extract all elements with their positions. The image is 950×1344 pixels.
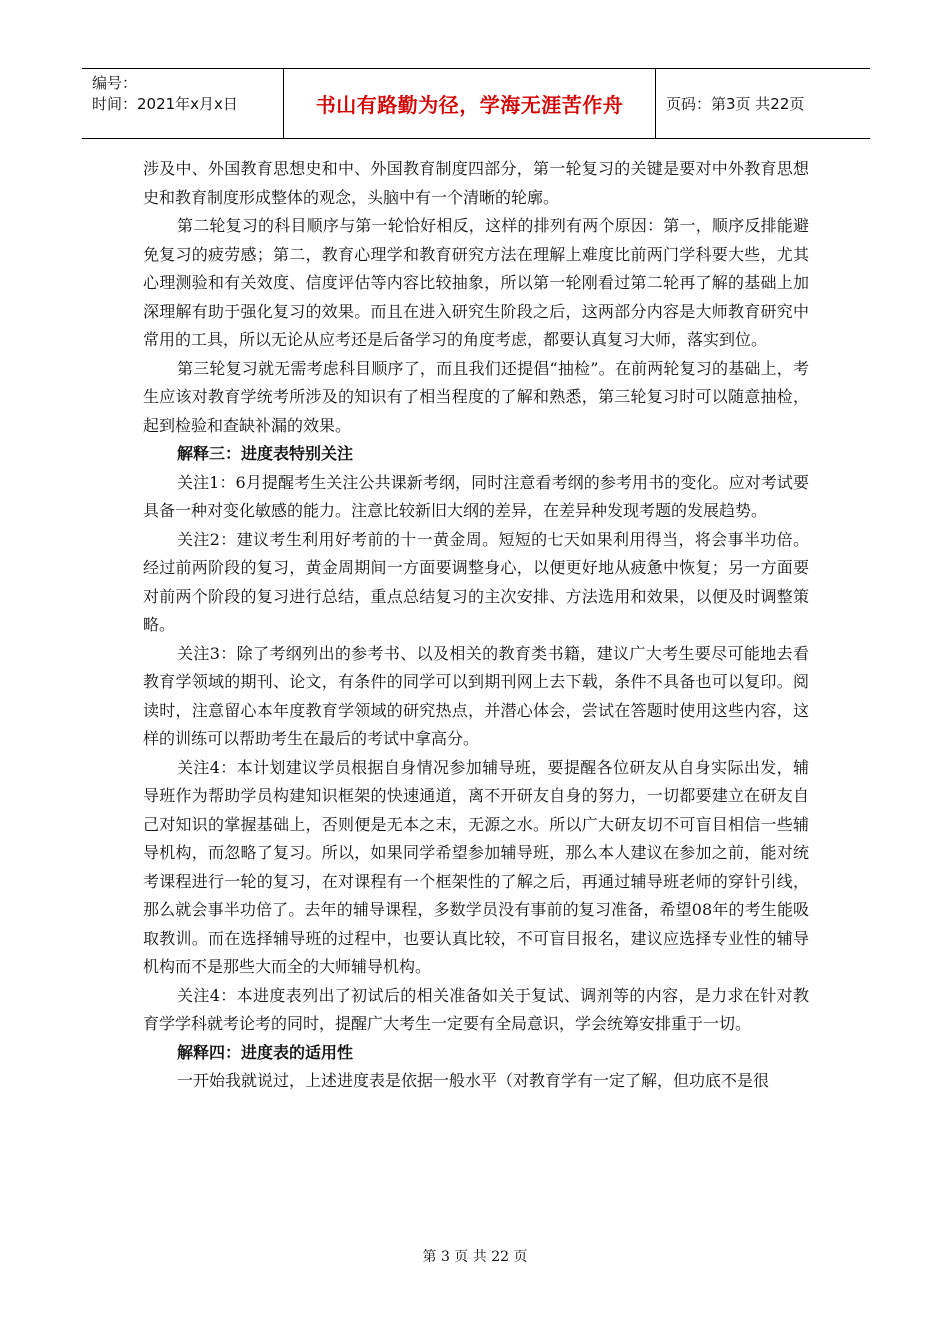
- document-header: [82, 68, 870, 139]
- motto-text: 书山有路勤为径，学海无涯苦作舟: [315, 93, 624, 117]
- paragraph: 第三轮复习就无需考虑科目顺序了，而且我们还提倡“抽检”。在前两轮复习的基础上，考生应该对教育学统考所涉及的知识有了相当程度的了解和熟悉，第三轮复习时可以随意抽检，起到检验和查缺补漏的效果。: [143, 358, 809, 435]
- paragraph: 一开始我就说过，上述进度表是依据一般水平（对教育学有一定了解，但功底不是很: [177, 1071, 770, 1090]
- header-page-cell: [656, 69, 870, 138]
- header-motto-cell: [283, 69, 656, 138]
- paragraph: 关注4：本进度表列出了初试后的相关准备如关于复试、调剂等的内容，是力求在针对教育学学科就考论考的同时，提醒广大考生一定要有全局意识，学会统筹安排重于一切。: [143, 985, 809, 1033]
- paragraph: 关注1：6月提醒考生关注公共课新考纲，同时注意看考纲的参考用书的变化。应对考试要具备一种对变化敏感的能力。注意比较新旧大纲的差异，在差异种发现考题的发展趋势。: [143, 472, 809, 520]
- paragraph: 关注3：除了考纲列出的参考书、以及相关的教育类书籍，建议广大考生要尽可能地去看教育学领域的期刊、论文，有条件的同学可以到期刊网上去下载，条件不具备也可以复印。阅读时，注意留心本年度教育学领域的研究热点，并潜心体会，尝试在答题时使用这些内容，这样的训练可以帮助考生在最后的考试中拿高分。: [143, 643, 809, 748]
- time-label: 时间：2021年x月x日: [92, 95, 238, 113]
- document-body: [143, 155, 809, 1096]
- paragraph: 第二轮复习的科目顺序与第一轮恰好相反，这样的排列有两个原因：第一，顺序反排能避免复习的疲劳感；第二，教育心理学和教育研究方法在理解上难度比前两门学科要大些，尤其心理测验和有关效度、信度评估等内容比较抽象，所以第一轮刚看过第二轮再了解的基础上加深理解有助于强化复习的效果。而且在进入研究生阶段之后，这两部分内容是大师教育研究中常用的工具，所以无论从应考还是后备学习的角度考虑，都要认真复习大师，落实到位。: [143, 216, 809, 349]
- page-footer: [0, 1246, 950, 1266]
- header-meta-cell: [82, 69, 283, 138]
- paragraph: 关注2：建议考生利用好考前的十一黄金周。短短的七天如果利用得当，将会事半功倍。经过前两阶段的复习，黄金周期间一方面要调整身心，以便更好地从疲惫中恢复；另一方面要对前两个阶段的复习进行总结，重点总结复习的主次安排、方法选用和效果，以便及时调整策略。: [143, 529, 809, 634]
- page-info: 页码：第3页 共22页: [666, 95, 805, 113]
- footer-page-label: 第 3 页 共 22 页: [422, 1249, 528, 1265]
- number-label: 编号：: [92, 74, 138, 92]
- section-heading: 解释四：进度表的适用性: [177, 1042, 354, 1062]
- paragraph: 关注4：本计划建议学员根据自身情况参加辅导班，要提醒各位研友从自身实际出发，辅导班作为帮助学员构建知识框架的快速通道，离不开研友自身的努力，一切都要建立在研友自己对知识的掌握基础上，否则便是无本之末，无源之水。所以广大研友切不可盲目相信一些辅导机构，而忽略了复习。所以，如果同学希望参加辅导班，那么本人建议在参加之前，能对统考课程进行一轮的复习，在对课程有一个框架性的了解之后，再通过辅导班老师的穿针引线，那么就会事半功倍了。去年的辅导课程，多数学员没有事前的复习准备，希望08年的考生能吸取教训。而在选择辅导班的过程中，也要认真比较，不可盲目报名，建议应选择专业性的辅导机构而不是那些大而全的大师辅导机构。: [143, 757, 809, 976]
- section-heading: 解释三：进度表特别关注: [177, 444, 354, 463]
- paragraph-continuation: 涉及中、外国教育思想史和中、外国教育制度四部分，第一轮复习的关键是要对中外教育思想史和教育制度形成整体的观念，头脑中有一个清晰的轮廓。: [143, 159, 809, 207]
